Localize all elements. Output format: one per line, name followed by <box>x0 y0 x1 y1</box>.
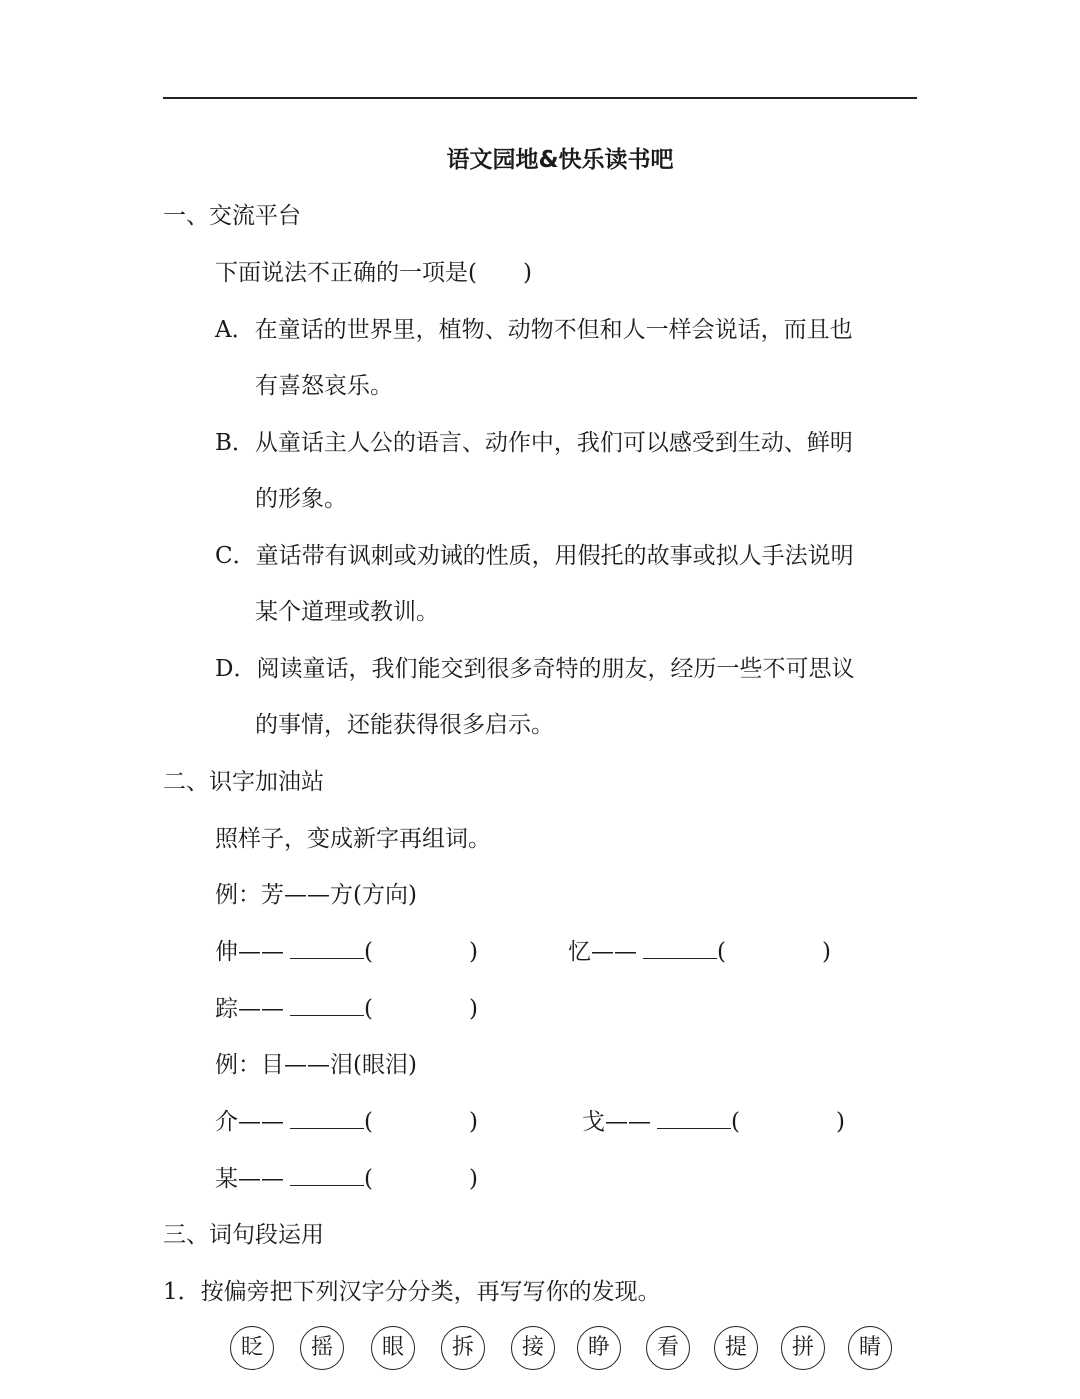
open-paren: ( <box>364 939 373 965</box>
section2-heading: 二、识字加油站 <box>163 769 324 795</box>
option-a-label: A． <box>215 317 255 343</box>
item-ge-label: 戈—— <box>582 1109 651 1135</box>
example-2: 例：目——泪(眼泪) <box>215 1052 417 1078</box>
close-paren: ) <box>468 1166 478 1192</box>
char-circle[interactable]: 眨 <box>230 1326 274 1370</box>
item-shen-label: 伸—— <box>215 939 284 965</box>
example-1: 例：芳——方(方向) <box>215 882 417 908</box>
item-jie <box>215 1102 478 1142</box>
item-yi-blank[interactable] <box>643 932 717 959</box>
item-ge <box>582 1102 845 1142</box>
option-a-cont: 有喜怒哀乐。 <box>255 373 393 399</box>
option-d-text: 阅读童话，我们能交到很多奇特的朋友，经历一些不可思议 <box>256 656 855 682</box>
page-title: 语文园地&快乐读书吧 <box>446 147 674 173</box>
char-circle[interactable]: 拆 <box>441 1326 485 1370</box>
section3-question-1: 1．按偏旁把下列汉字分分类，再写写你的发现。 <box>163 1279 661 1305</box>
character-circles <box>230 1326 900 1372</box>
close-paren: ) <box>835 1109 845 1135</box>
close-paren: ) <box>468 939 478 965</box>
item-mou <box>215 1159 478 1199</box>
item-zong-blank[interactable] <box>290 989 364 1016</box>
open-paren: ( <box>364 1166 373 1192</box>
open-paren: ( <box>364 1109 373 1135</box>
item-yi <box>568 932 831 972</box>
open-paren: ( <box>364 996 373 1022</box>
option-d-cont: 的事情，还能获得很多启示。 <box>255 712 554 738</box>
item-shen <box>215 932 478 972</box>
option-c-cont: 某个道理或教训。 <box>255 599 439 625</box>
option-b[interactable] <box>215 423 853 463</box>
section3-heading: 三、词句段运用 <box>163 1222 324 1248</box>
item-jie-blank[interactable] <box>290 1102 364 1129</box>
item-jie-label: 介—— <box>215 1109 284 1135</box>
option-d-label: D． <box>215 656 257 682</box>
top-rule <box>163 97 917 99</box>
item-yi-label: 忆—— <box>568 939 637 965</box>
option-d[interactable] <box>215 649 854 689</box>
item-zong-label: 踪—— <box>215 996 284 1022</box>
char-circle[interactable]: 看 <box>646 1326 690 1370</box>
item-zong <box>215 989 478 1029</box>
option-a[interactable] <box>215 310 853 350</box>
section1-question: 下面说法不正确的一项是( ) <box>215 260 532 286</box>
char-circle[interactable]: 睛 <box>848 1326 892 1370</box>
option-c-text: 童话带有讽刺或劝诫的性质，用假托的故事或拟人手法说明 <box>255 543 854 569</box>
open-paren: ( <box>717 939 726 965</box>
char-circle[interactable]: 接 <box>511 1326 555 1370</box>
item-mou-blank[interactable] <box>290 1159 364 1186</box>
char-circle[interactable]: 提 <box>714 1326 758 1370</box>
char-circle[interactable]: 拼 <box>781 1326 825 1370</box>
section1-heading: 一、交流平台 <box>163 203 301 229</box>
option-b-text: 从童话主人公的语言、动作中，我们可以感受到生动、鲜明 <box>254 430 853 456</box>
char-circle[interactable]: 摇 <box>300 1326 344 1370</box>
option-c-label: C． <box>215 543 256 569</box>
item-ge-blank[interactable] <box>657 1102 731 1129</box>
close-paren: ) <box>821 939 831 965</box>
close-paren: ) <box>468 996 478 1022</box>
section2-instruction: 照样子，变成新字再组词。 <box>215 826 491 852</box>
item-mou-label: 某—— <box>215 1166 284 1192</box>
close-paren: ) <box>468 1109 478 1135</box>
item-shen-blank[interactable] <box>290 932 364 959</box>
open-paren: ( <box>731 1109 740 1135</box>
option-a-text: 在童话的世界里，植物、动物不但和人一样会说话，而且也 <box>254 317 853 343</box>
char-circle[interactable]: 眼 <box>371 1326 415 1370</box>
option-c[interactable] <box>215 536 854 576</box>
option-b-label: B． <box>215 430 255 456</box>
option-b-cont: 的形象。 <box>255 486 347 512</box>
char-circle[interactable]: 睁 <box>577 1326 621 1370</box>
